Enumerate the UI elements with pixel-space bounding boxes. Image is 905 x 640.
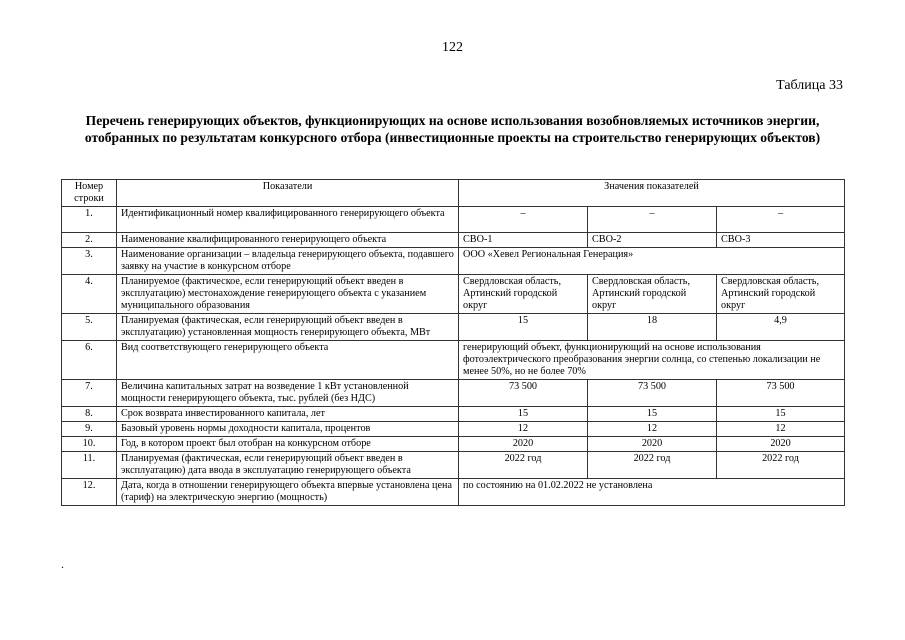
value-svo-2: 15 xyxy=(588,407,717,422)
table-row xyxy=(62,407,845,422)
value-svo-1: 73 500 xyxy=(459,380,588,407)
trailing-mark: . xyxy=(61,557,64,571)
table-header-row xyxy=(62,180,845,207)
value-merged: по состоянию на 01.02.2022 не установлена xyxy=(459,479,845,506)
row-number: 9. xyxy=(62,422,117,437)
row-label: Планируемая (фактическая, если генерирующий объект введен в эксплуатацию) дата ввода в эксплуатацию генерирующего объекта xyxy=(117,452,459,479)
row-number: 7. xyxy=(62,380,117,407)
table-row xyxy=(62,341,845,380)
table-row xyxy=(62,207,845,233)
value-svo-2: Свердловская область, Артинский городской округ xyxy=(588,275,717,314)
value-svo-1: 15 xyxy=(459,314,588,341)
row-number: 11. xyxy=(62,452,117,479)
table-row xyxy=(62,437,845,452)
row-number: 2. xyxy=(62,233,117,248)
row-label: Дата, когда в отношении генерирующего объекта впервые установлена цена (тариф) на электрическую энергию (мощность) xyxy=(117,479,459,506)
row-label: Идентификационный номер квалифицированного генерирующего объекта xyxy=(117,207,459,233)
row-label: Срок возврата инвестированного капитала, лет xyxy=(117,407,459,422)
value-svo-2: 2022 год xyxy=(588,452,717,479)
row-label: Наименование квалифицированного генерирующего объекта xyxy=(117,233,459,248)
value-svo-1: – xyxy=(459,207,588,233)
value-merged: генерирующий объект, функционирующий на основе использования фотоэлектрического преобразования энергии солнца, со степенью локализации не менее 50%, но не более 70% xyxy=(459,341,845,380)
header-indicators: Показатели xyxy=(117,180,459,207)
value-svo-2: СВО-2 xyxy=(588,233,717,248)
table-row xyxy=(62,233,845,248)
value-svo-2: 2020 xyxy=(588,437,717,452)
value-svo-2: 18 xyxy=(588,314,717,341)
row-number: 12. xyxy=(62,479,117,506)
row-label: Планируемая (фактическая, если генерирующий объект введен в эксплуатацию) установленная мощность генерирующего объекта, МВт xyxy=(117,314,459,341)
table-row xyxy=(62,248,845,275)
row-number: 1. xyxy=(62,207,117,233)
row-number: 6. xyxy=(62,341,117,380)
row-label: Вид соответствующего генерирующего объекта xyxy=(117,341,459,380)
value-svo-3: – xyxy=(717,207,845,233)
row-number: 5. xyxy=(62,314,117,341)
row-label: Наименование организации – владельца генерирующего объекта, подавшего заявку на участие в конкурсном отборе xyxy=(117,248,459,275)
row-number: 4. xyxy=(62,275,117,314)
value-svo-1: СВО-1 xyxy=(459,233,588,248)
value-svo-3: 15 xyxy=(717,407,845,422)
table-row xyxy=(62,422,845,437)
indicators-table xyxy=(61,179,845,506)
header-row-number: Номер строки xyxy=(62,180,117,207)
value-svo-3: 4,9 xyxy=(717,314,845,341)
table-row xyxy=(62,275,845,314)
value-svo-3: 73 500 xyxy=(717,380,845,407)
table-label: Таблица 33 xyxy=(776,78,843,93)
row-label: Величина капитальных затрат на возведение 1 кВт установленной мощности генерирующего объекта, тыс. рублей (без НДС) xyxy=(117,380,459,407)
value-svo-3: 12 xyxy=(717,422,845,437)
value-svo-2: – xyxy=(588,207,717,233)
value-svo-3: Свердловская область, Артинский городской округ xyxy=(717,275,845,314)
value-svo-3: СВО-3 xyxy=(717,233,845,248)
value-svo-1: 2022 год xyxy=(459,452,588,479)
row-number: 3. xyxy=(62,248,117,275)
row-number: 10. xyxy=(62,437,117,452)
row-number: 8. xyxy=(62,407,117,422)
value-svo-1: 2020 xyxy=(459,437,588,452)
value-svo-3: 2020 xyxy=(717,437,845,452)
table-row xyxy=(62,479,845,506)
value-svo-2: 73 500 xyxy=(588,380,717,407)
table-row xyxy=(62,380,845,407)
value-svo-1: Свердловская область, Артинский городской округ xyxy=(459,275,588,314)
row-label: Год, в котором проект был отобран на конкурсном отборе xyxy=(117,437,459,452)
value-svo-2: 12 xyxy=(588,422,717,437)
table-row xyxy=(62,314,845,341)
value-svo-1: 15 xyxy=(459,407,588,422)
value-svo-1: 12 xyxy=(459,422,588,437)
row-label: Базовый уровень нормы доходности капитала, процентов xyxy=(117,422,459,437)
row-label: Планируемое (фактическое, если генерирующий объект введен в эксплуатацию) местонахождение генерирующего объекта с указанием муниципального образования xyxy=(117,275,459,314)
value-svo-3: 2022 год xyxy=(717,452,845,479)
value-merged: ООО «Хевел Региональная Генерация» xyxy=(459,248,845,275)
table-row xyxy=(62,452,845,479)
header-values: Значения показателей xyxy=(459,180,845,207)
page-number: 122 xyxy=(442,40,463,55)
document-title: Перечень генерирующих объектов, функционирующих на основе использования возобновляемых источников энергии, отобранных по результатам конкурсного отбора (инвестиционные проекты на строительство генерирующих объектов) xyxy=(84,113,821,145)
